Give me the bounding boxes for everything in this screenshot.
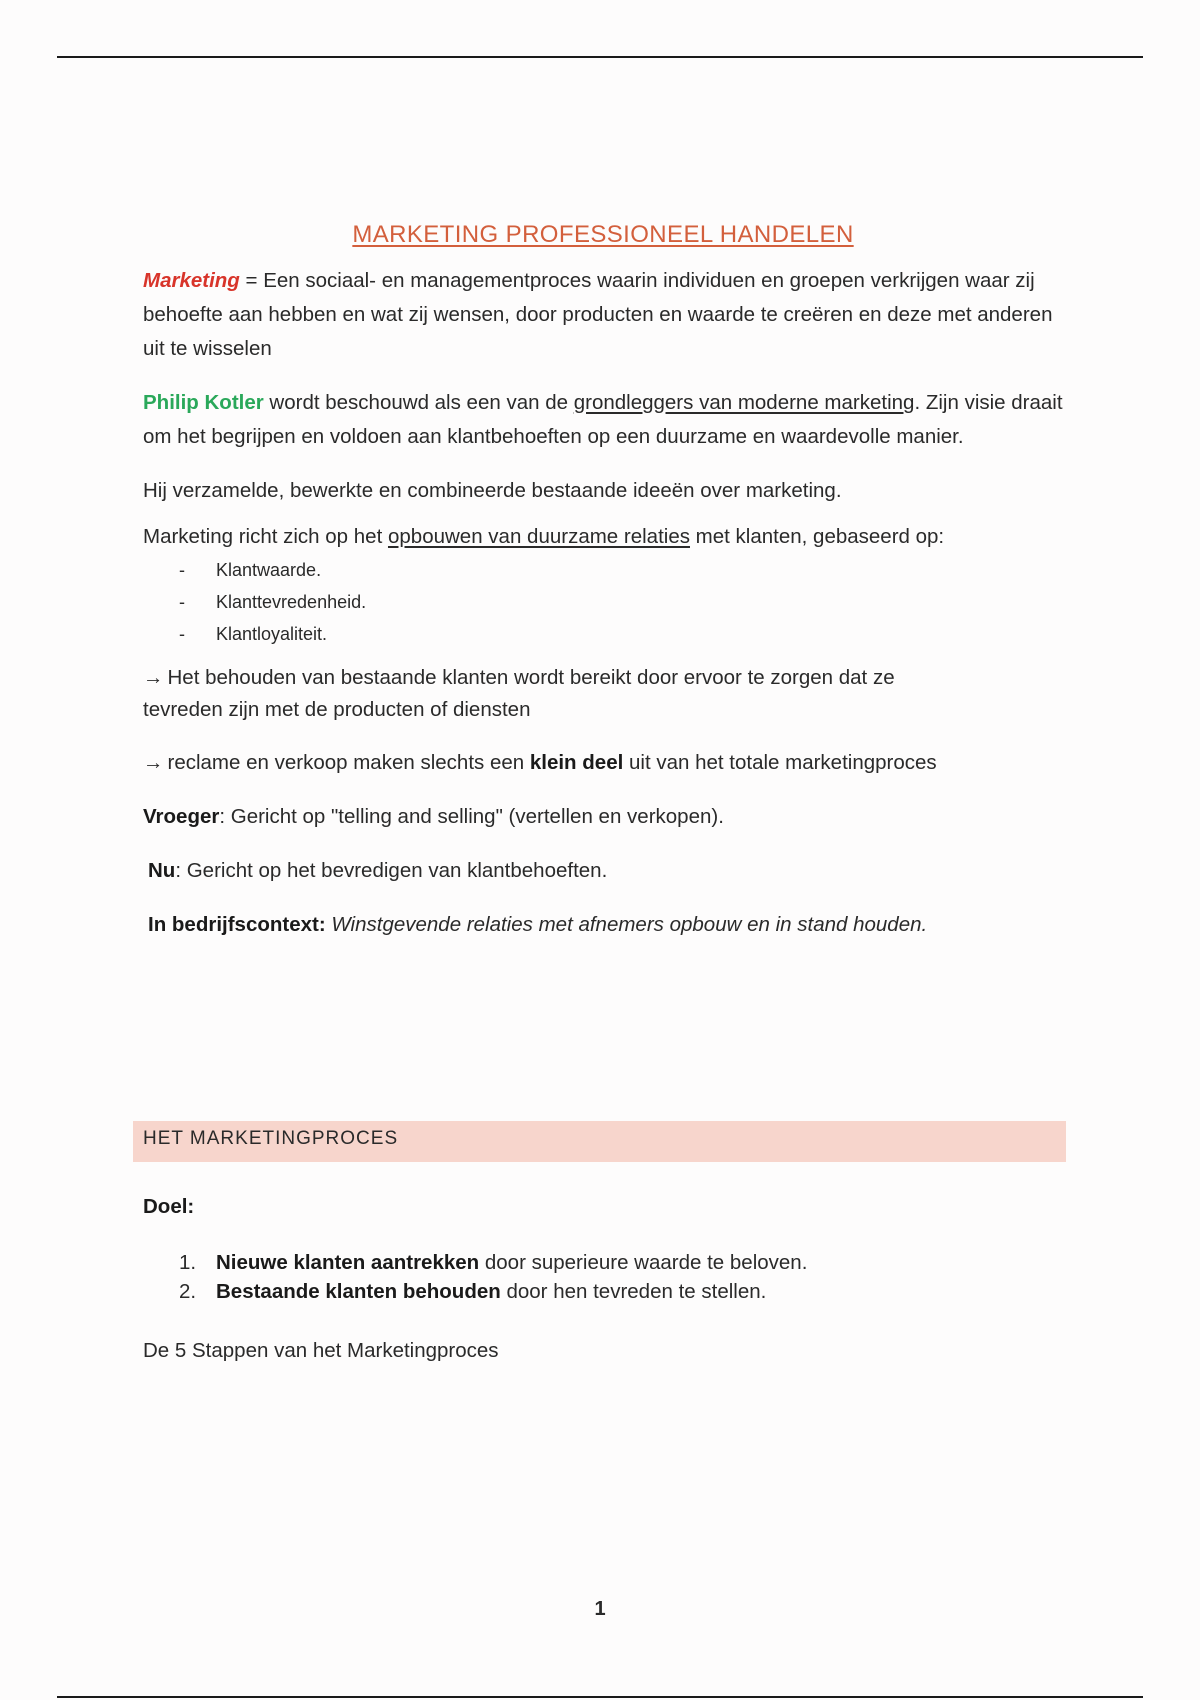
goal-text: door hen tevreden te stellen. [500,1280,767,1303]
bedrijf-line [143,908,1063,942]
arrow-note-text: Het behouden van bestaande klanten wordt bereikt door ervoor te zorgen dat ze tevreden zijn met de producten of diensten [143,666,895,721]
goal-text: door superieure waarde te beloven. [479,1251,808,1274]
kotler-text-before: wordt beschouwd als een van de [263,391,574,414]
goal-bold: Bestaande klanten behouden [216,1280,501,1303]
kotler-text-after: . Zijn visie draait om het begrijpen en voldoen aan klantbehoeften op een duurzame en waardevolle manier. [143,391,1063,448]
arrow-right-icon: → [143,666,164,689]
vroeger-label: Vroeger [143,805,220,828]
dash-marker: - [179,560,185,580]
list-item [143,1248,1063,1277]
list-number: 1. [179,1251,197,1274]
bedrijf-text: Winstgevende relaties met afnemers opbouw en in stand houden. [325,913,928,936]
goal-list [143,1248,1063,1306]
list-item-text: Klantwaarde. [216,560,322,580]
dash-marker: - [179,624,185,644]
section-heading: HET MARKETINGPROCES [143,1128,399,1149]
list-item [143,1277,1063,1306]
footer-rule [57,1696,1143,1698]
kotler-underlined: grondleggers van moderne marketing [573,391,915,414]
document-body [143,212,1063,962]
header-rule [57,56,1143,58]
arrow-right-icon: → [143,751,164,774]
bedrijf-label: In bedrijfscontext: [148,913,326,936]
nu-label: Nu [148,859,176,882]
arrow-note-after: uit van het totale marketingproces [623,751,937,774]
list-number: 2. [179,1280,197,1303]
vroeger-line [143,800,1063,834]
relations-underlined: opbouwen van duurzame relaties [387,525,690,548]
list-item-text: Klanttevredenheid. [216,592,367,612]
list-item [143,554,1063,586]
relations-paragraph [143,520,1063,554]
nu-line [143,854,1063,888]
arrow-note-before: reclame en verkoop maken slechts een [167,751,530,774]
relations-text-after: met klanten, gebaseerd op: [689,525,945,548]
list-item [143,586,1063,618]
marketing-definition [143,264,1063,366]
customer-value-list [143,554,1063,650]
kotler-paragraph [143,386,1063,454]
definition-term: Marketing [143,269,240,292]
page-number: 1 [594,1598,606,1620]
page-title: MARKETING PROFESSIONEEL HANDELEN [352,221,854,248]
goal-block [143,1190,1063,1306]
steps-heading: De 5 Stappen van het Marketingproces [143,1339,499,1362]
goal-label: Doel: [143,1195,195,1218]
list-item-text: Klantloyaliteit. [216,624,328,644]
goal-bold: Nieuwe klanten aantrekken [216,1251,480,1274]
relations-text-before: Marketing richt zich op het [143,525,388,548]
kotler-name: Philip Kotler [143,391,264,414]
collected-paragraph: Hij verzamelde, bewerkte en combineerde bestaande ideeën over marketing. [143,479,842,502]
arrow-note-bold: klein deel [529,751,624,774]
definition-text: = Een sociaal- en managementproces waarin individuen en groepen verkrijgen waar zij behoefte aan hebben en wat zij wensen, door producten en waarde te creëren en deze met anderen uit te wisselen [143,269,1053,360]
arrow-note-advertising [143,746,1063,780]
list-item [143,618,1063,650]
dash-marker: - [179,592,185,612]
vroeger-text: : Gericht op "telling and selling" (vertellen en verkopen). [219,805,724,828]
nu-text: : Gericht op het bevredigen van klantbehoeften. [175,859,608,882]
arrow-note-retention [143,662,963,726]
